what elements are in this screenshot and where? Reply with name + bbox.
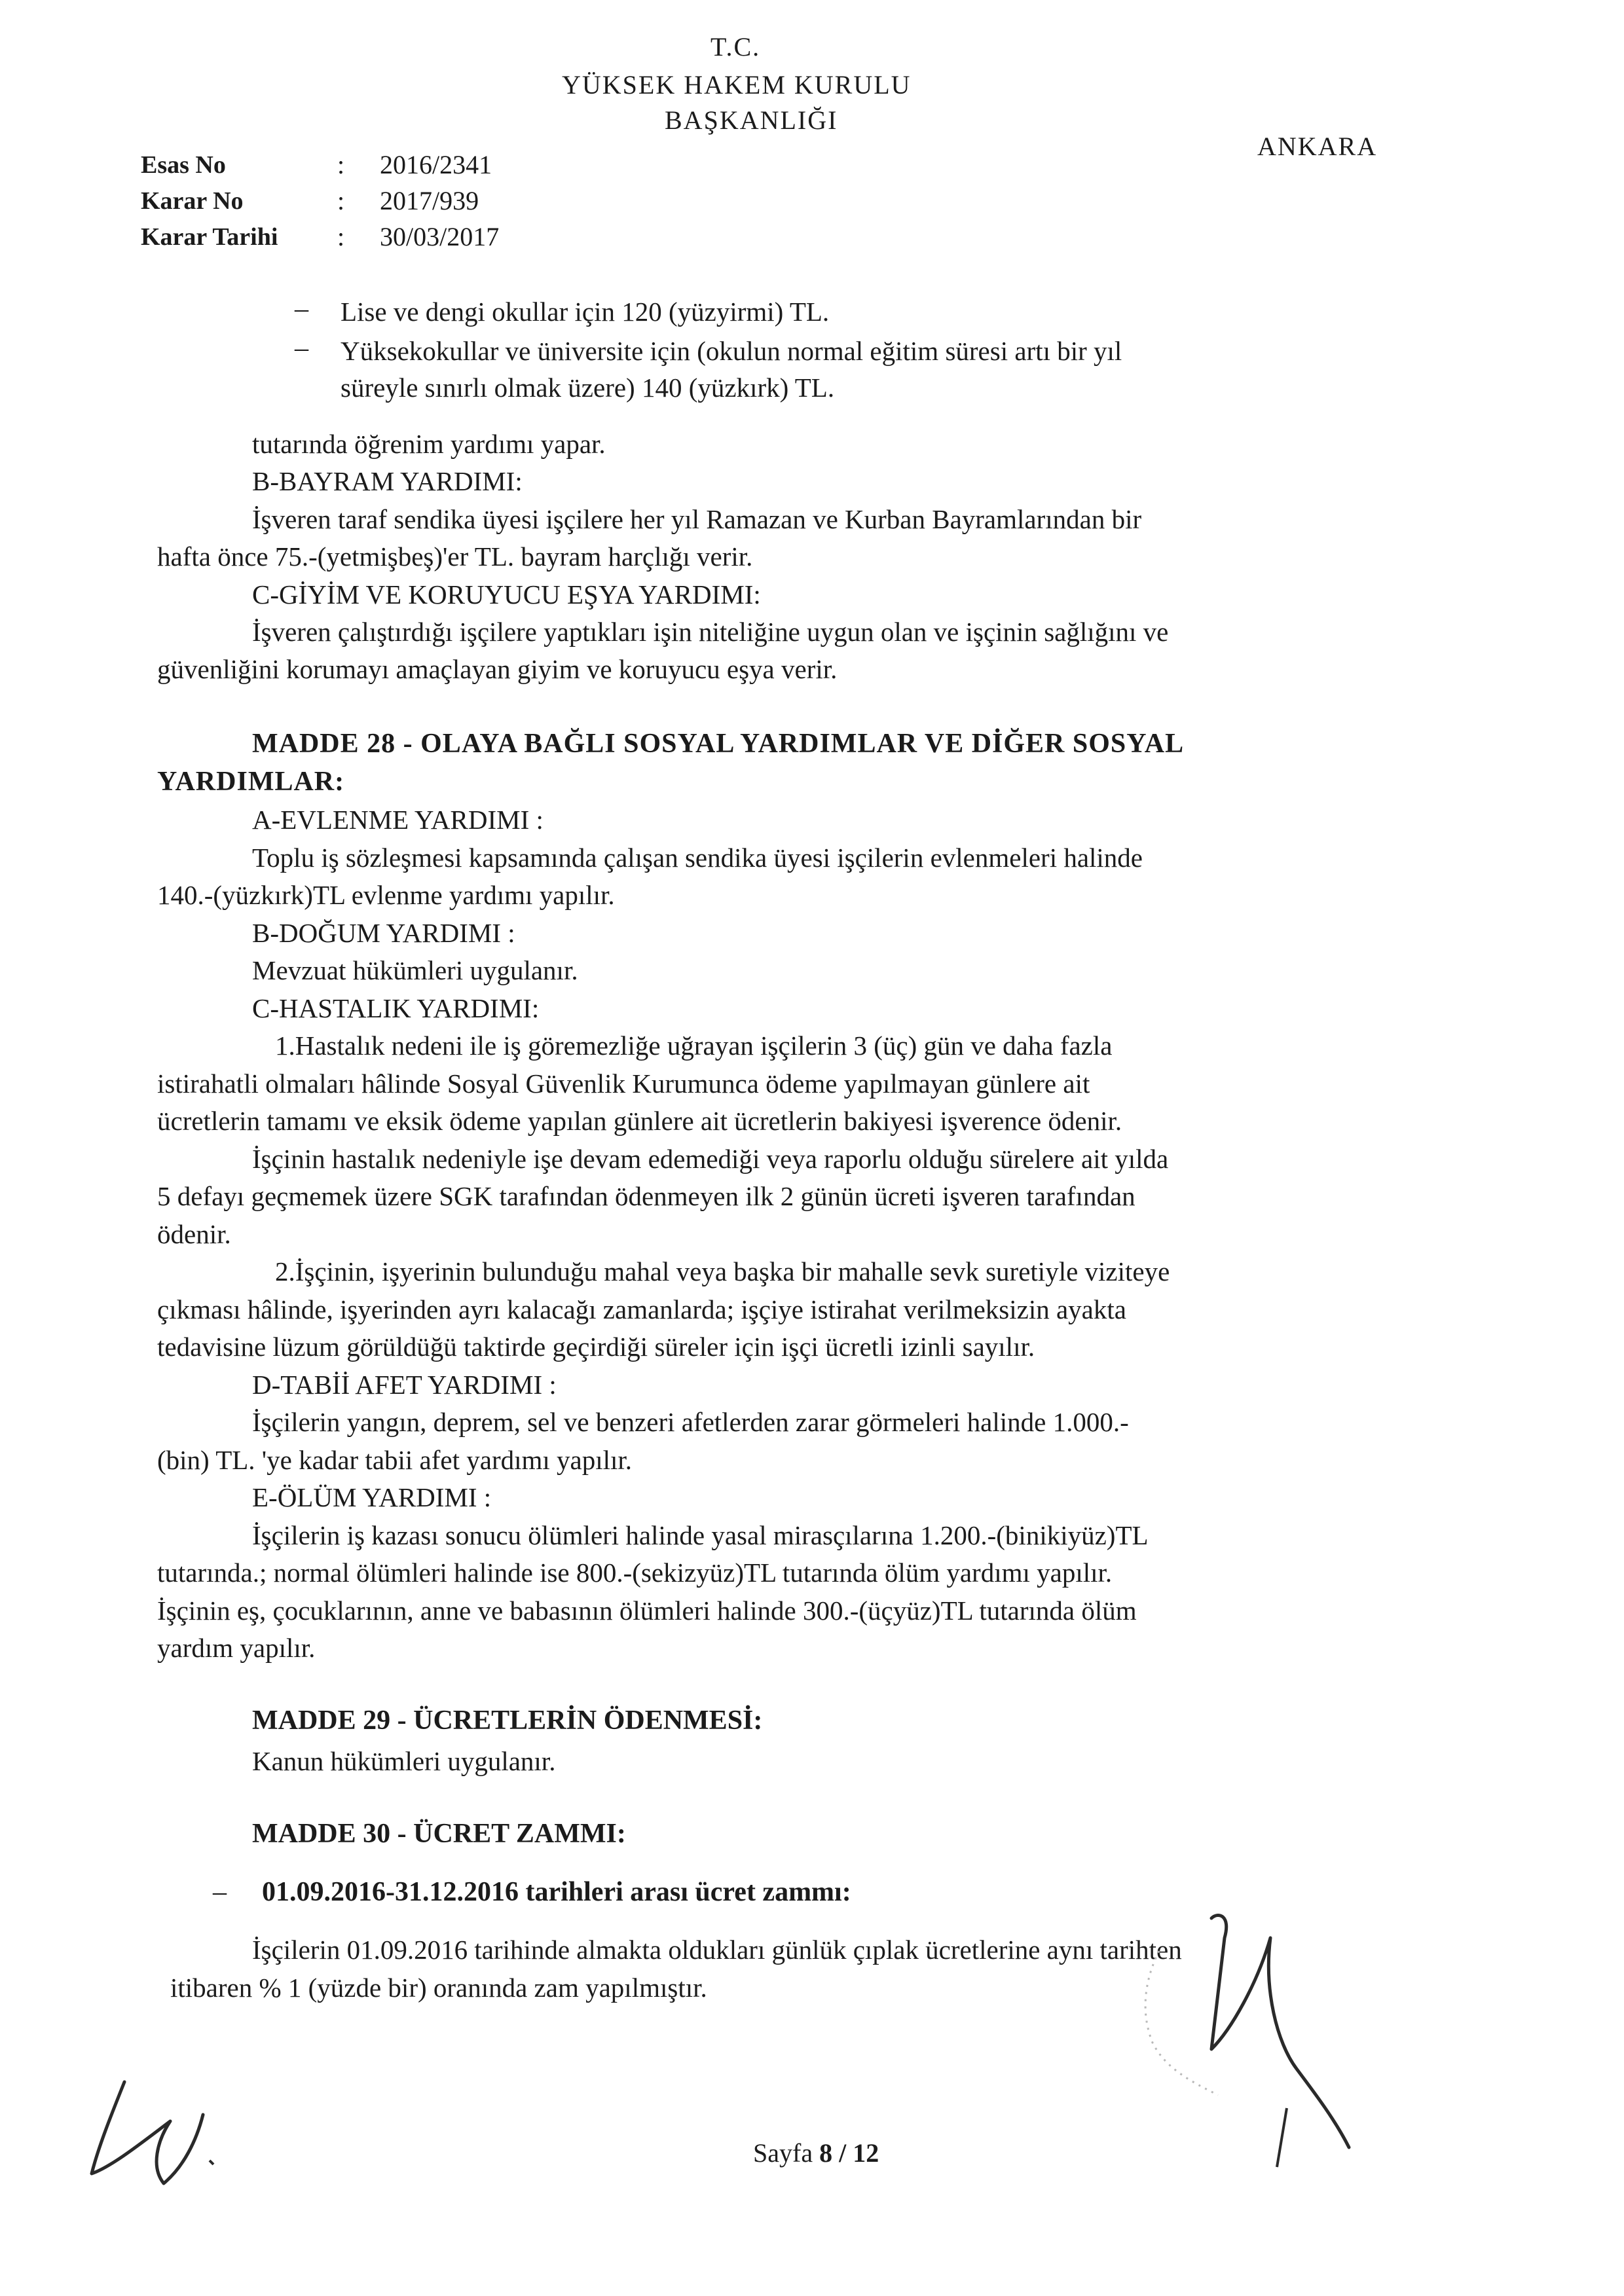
paragraph-ogrenim: tutarında öğrenim yardımı yapar. [252,429,606,459]
signature-left [72,2069,229,2200]
page-sep: / [832,2138,853,2168]
meta-value-karar: 2017/939 [380,186,479,215]
bullet-dash: – [295,294,308,324]
heading-evlenme: A-EVLENME YARDIMI : [252,805,544,835]
hastalik1b-line3: ödenir. [157,1219,231,1249]
hastalik2-line2: çıkması hâlinde, işyerinden ayrı kalacağı zamanlarda; işçiye istirahat verilmeksizin ayakta [157,1294,1126,1324]
header-institution: YÜKSEK HAKEM KURULU [562,70,912,100]
giyim-line1: İşveren çalıştırdığı işçilere yaptıkları işin niteliğine uygun olan ve işçinin sağlığını ve [252,617,1169,647]
heading-bayram: B-BAYRAM YARDIMI: [252,466,523,496]
giyim-line2: güvenliğini korumayı amaçlayan giyim ve koruyucu eşya verir. [157,654,838,684]
meta-label-tarih: Karar Tarihi [141,223,278,251]
meta-label-esas: Esas No [141,151,226,179]
bayram-line2: hafta önce 75.-(yetmişbeş)'er TL. bayram harçlığı verir. [157,541,753,572]
hastalik2-line1: 2.İşçinin, işyerinin bulunduğu mahal veya başka bir mahalle sevk suretiyle viziteye [275,1256,1170,1286]
afet-line1: İşçilerin yangın, deprem, sel ve benzeri afetlerden zarar görmeleri halinde 1.000.- [252,1407,1129,1437]
hastalik1b-line2: 5 defayı geçmemek üzere SGK tarafından ödenmeyen ilk 2 günün ücreti işveren tarafından [157,1181,1135,1211]
header-city: ANKARA [1257,132,1378,161]
header-department: BAŞKANLIĞI [665,105,838,135]
heading-olum: E-ÖLÜM YARDIMI : [252,1482,492,1512]
bullet-lise: Lise ve dengi okullar için 120 (yüzyirmi) TL. [341,297,830,327]
heading-giyim: C-GİYİM VE KORUYUCU EŞYA YARDIMI: [252,579,761,610]
meta-sep-esas: : [337,150,345,179]
olum-line3: İşçinin eş, çocuklarının, anne ve babasının ölümleri halinde 300.-(üçyüz)TL tutarında ölüm [157,1595,1137,1626]
evlenme-line2: 140.-(yüzkırk)TL evlenme yardımı yapılır. [157,880,615,910]
heading-hastalik: C-HASTALIK YARDIMI: [252,993,540,1023]
afet-line2: (bin) TL. 'ye kadar tabii afet yardımı yapılır. [157,1445,633,1475]
meta-sep-karar: : [337,186,345,215]
bullet-dash: – [295,333,308,363]
bullet-dash: – [213,1877,227,1907]
dogum-line1: Mevzuat hükümleri uygulanır. [252,955,578,985]
madde-30-subheading: 01.09.2016-31.12.2016 tarihleri arası ücret zammı: [262,1877,851,1907]
hastalik1-line3: ücretlerin tamamı ve eksik ödeme yapılan günlere ait ücretlerin bakiyesi işverence ödenir. [157,1106,1122,1136]
meta-value-tarih: 30/03/2017 [380,222,500,251]
madde-30-line1: İşçilerin 01.09.2016 tarihinde almakta oldukları günlük çıplak ücretlerine aynı tarihten [252,1935,1182,1965]
page-current: 8 [819,2138,833,2168]
madde-29-text: Kanun hükümleri uygulanır. [252,1746,556,1776]
signature-right [1120,1899,1356,2174]
heading-madde-29: MADDE 29 - ÜCRETLERİN ÖDENMESİ: [252,1705,763,1736]
bullet-universite-line1: Yüksekokullar ve üniversite için (okulun normal eğitim süresi artı bir yıl [341,336,1122,366]
hastalik1b-line1: İşçinin hastalık nedeniyle işe devam edemediği veya raporlu olduğu sürelere ait yılda [252,1144,1169,1174]
meta-value-esas: 2016/2341 [380,150,492,179]
bayram-line1: İşveren taraf sendika üyesi işçilere her yıl Ramazan ve Kurban Bayramlarından bir [252,504,1142,534]
meta-label-karar: Karar No [141,187,244,215]
olum-line1: İşçilerin iş kazası sonucu ölümleri halinde yasal mirasçılarına 1.200.-(binikiyüz)TL [252,1520,1149,1550]
heading-dogum: B-DOĞUM YARDIMI : [252,918,515,948]
heading-madde-30: MADDE 30 - ÜCRET ZAMMI: [252,1819,626,1849]
heading-afet: D-TABİİ AFET YARDIMI : [252,1370,557,1400]
hastalik2-line3: tedavisine lüzum görüldüğü taktirde geçirdiği süreler için işçi ücretli izinli sayılır. [157,1332,1035,1362]
hastalik1-line2: istirahatli olmaları hâlinde Sosyal Güvenlik Kurumunca ödeme yapılmayan günlere ait [157,1068,1090,1099]
header-tc: T.C. [710,32,761,62]
olum-line2: tutarında.; normal ölümleri halinde ise 800.-(sekizyüz)TL tutarında ölüm yardımı yapılır. [157,1558,1113,1588]
page-prefix: Sayfa [753,2138,820,2168]
page-number [753,2138,879,2168]
meta-sep-tarih: : [337,222,345,251]
page-total: 12 [853,2138,879,2168]
bullet-universite-line2: süreyle sınırlı olmak üzere) 140 (yüzkırk) TL. [341,373,835,403]
heading-madde-28-cont: YARDIMLAR: [157,767,345,797]
evlenme-line1: Toplu iş sözleşmesi kapsamında çalışan sendika üyesi işçilerin evlenmeleri halinde [252,843,1143,873]
hastalik1-line1: 1.Hastalık nedeni ile iş göremezliğe uğrayan işçilerin 3 (üç) gün ve daha fazla [275,1030,1113,1061]
heading-madde-28: MADDE 28 - OLAYA BAĞLI SOSYAL YARDIMLAR VE DİĞER SOSYAL [252,729,1185,759]
olum-line4: yardım yapılır. [157,1633,316,1663]
madde-30-line2: itibaren % 1 (yüzde bir) oranında zam yapılmıştır. [170,1973,707,2003]
